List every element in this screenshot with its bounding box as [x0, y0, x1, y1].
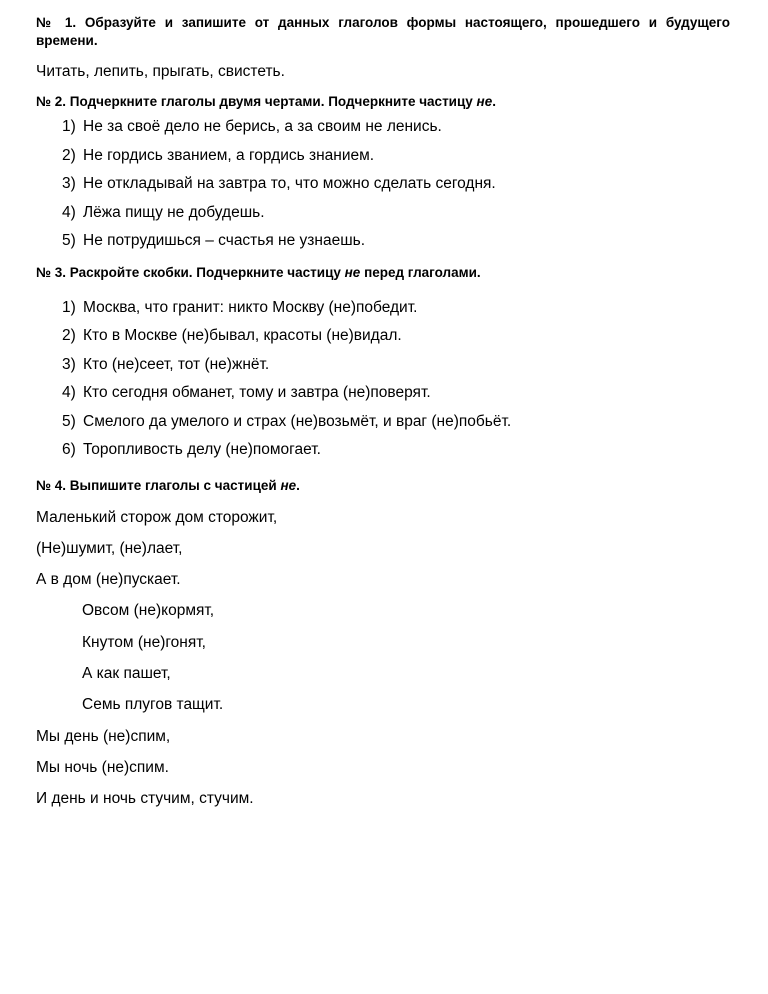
list-item: [62, 203, 730, 232]
list-item: [62, 355, 730, 384]
list-item: [62, 298, 730, 327]
item-text: Кто в Москве (не)бывал, красоты (не)видал.: [83, 327, 402, 344]
task-4-title-end: .: [296, 477, 300, 493]
task-2-title-text: № 2. Подчеркните глаголы двумя чертами. Подчеркните частицу: [36, 94, 477, 109]
item-number: 2): [62, 327, 76, 344]
task-3-title-text: № 3. Раскройте скобки. Подчеркните частицу: [36, 264, 345, 280]
poem-line: Кнутом (не)гонят,: [82, 633, 206, 651]
task-2-list: [36, 117, 730, 260]
item-text: Торопливость делу (не)помогает.: [83, 441, 321, 458]
list-item: [62, 440, 730, 469]
poem-line: Мы ночь (не)спим.: [36, 758, 169, 776]
task-4-title-particle: не: [280, 477, 297, 493]
item-text: Не потрудишься – счастья не узнаешь.: [83, 232, 366, 249]
task-1: [36, 14, 730, 82]
item-number: 4): [62, 203, 76, 221]
task-2-title-end: .: [492, 94, 496, 109]
poem-line: Маленький сторож дом сторожит,: [36, 508, 278, 526]
item-number: 3): [62, 175, 76, 192]
list-item: [62, 231, 730, 260]
item-text: Не за своё дело не берись, а за своим не ленись.: [83, 118, 442, 135]
list-item: [62, 326, 730, 355]
task-3-title: [36, 264, 730, 282]
worksheet: [36, 14, 730, 820]
list-item: [62, 383, 730, 412]
task-4-title: [36, 477, 730, 495]
item-number: 5): [62, 412, 76, 430]
task-3-list: [36, 298, 730, 469]
poem-line: Мы день (не)спим,: [36, 727, 171, 745]
item-text: Лёжа пищу не добудешь.: [83, 203, 265, 221]
task-3-title-end: перед глаголами.: [360, 264, 481, 280]
task-4-poem: [36, 508, 730, 821]
poem-line: (Не)шумит, (не)лает,: [36, 539, 183, 557]
list-item: [62, 174, 730, 203]
task-3-title-particle: не: [344, 264, 361, 280]
item-number: 6): [62, 441, 76, 458]
poem-line: Овсом (не)кормят,: [82, 602, 215, 620]
task-4-title-text: № 4. Выпишите глаголы с частицей: [36, 477, 281, 493]
item-number: 1): [62, 118, 76, 135]
item-text: Смелого да умелого и страх (не)возьмёт, и враг (не)побьёт.: [83, 412, 512, 430]
item-text: Не гордись званием, а гордись знанием.: [83, 146, 375, 164]
item-number: 4): [62, 384, 76, 401]
poem-line: А как пашет,: [82, 664, 171, 682]
item-number: 5): [62, 232, 76, 249]
item-number: 3): [62, 355, 76, 373]
task-2-title-particle: не: [476, 94, 493, 109]
task-1-words: Читать, лепить, прыгать, свистеть.: [36, 63, 285, 80]
item-text: Не откладывай на завтра то, что можно сделать сегодня.: [83, 175, 496, 192]
task-2: [36, 93, 730, 260]
item-text: Кто сегодня обманет, тому и завтра (не)поверят.: [83, 384, 431, 401]
poem-line: А в дом (не)пускает.: [36, 571, 181, 589]
list-item: [62, 412, 730, 441]
task-4: [36, 477, 730, 821]
poem-line: И день и ночь стучим, стучим.: [36, 790, 254, 808]
task-3: [36, 264, 730, 469]
list-item: [62, 117, 730, 146]
item-number: 2): [62, 146, 76, 164]
item-number: 1): [62, 298, 76, 316]
task-1-title: № 1. Образуйте и запишите от данных глаголов формы настоящего, прошедшего и будущего времени.: [36, 15, 730, 48]
item-text: Кто (не)сеет, тот (не)жнёт.: [83, 355, 270, 373]
poem-line: Семь плугов тащит.: [82, 696, 224, 714]
item-text: Москва, что гранит: никто Москву (не)победит.: [83, 298, 418, 316]
list-item: [62, 146, 730, 175]
task-2-title: [36, 93, 730, 111]
